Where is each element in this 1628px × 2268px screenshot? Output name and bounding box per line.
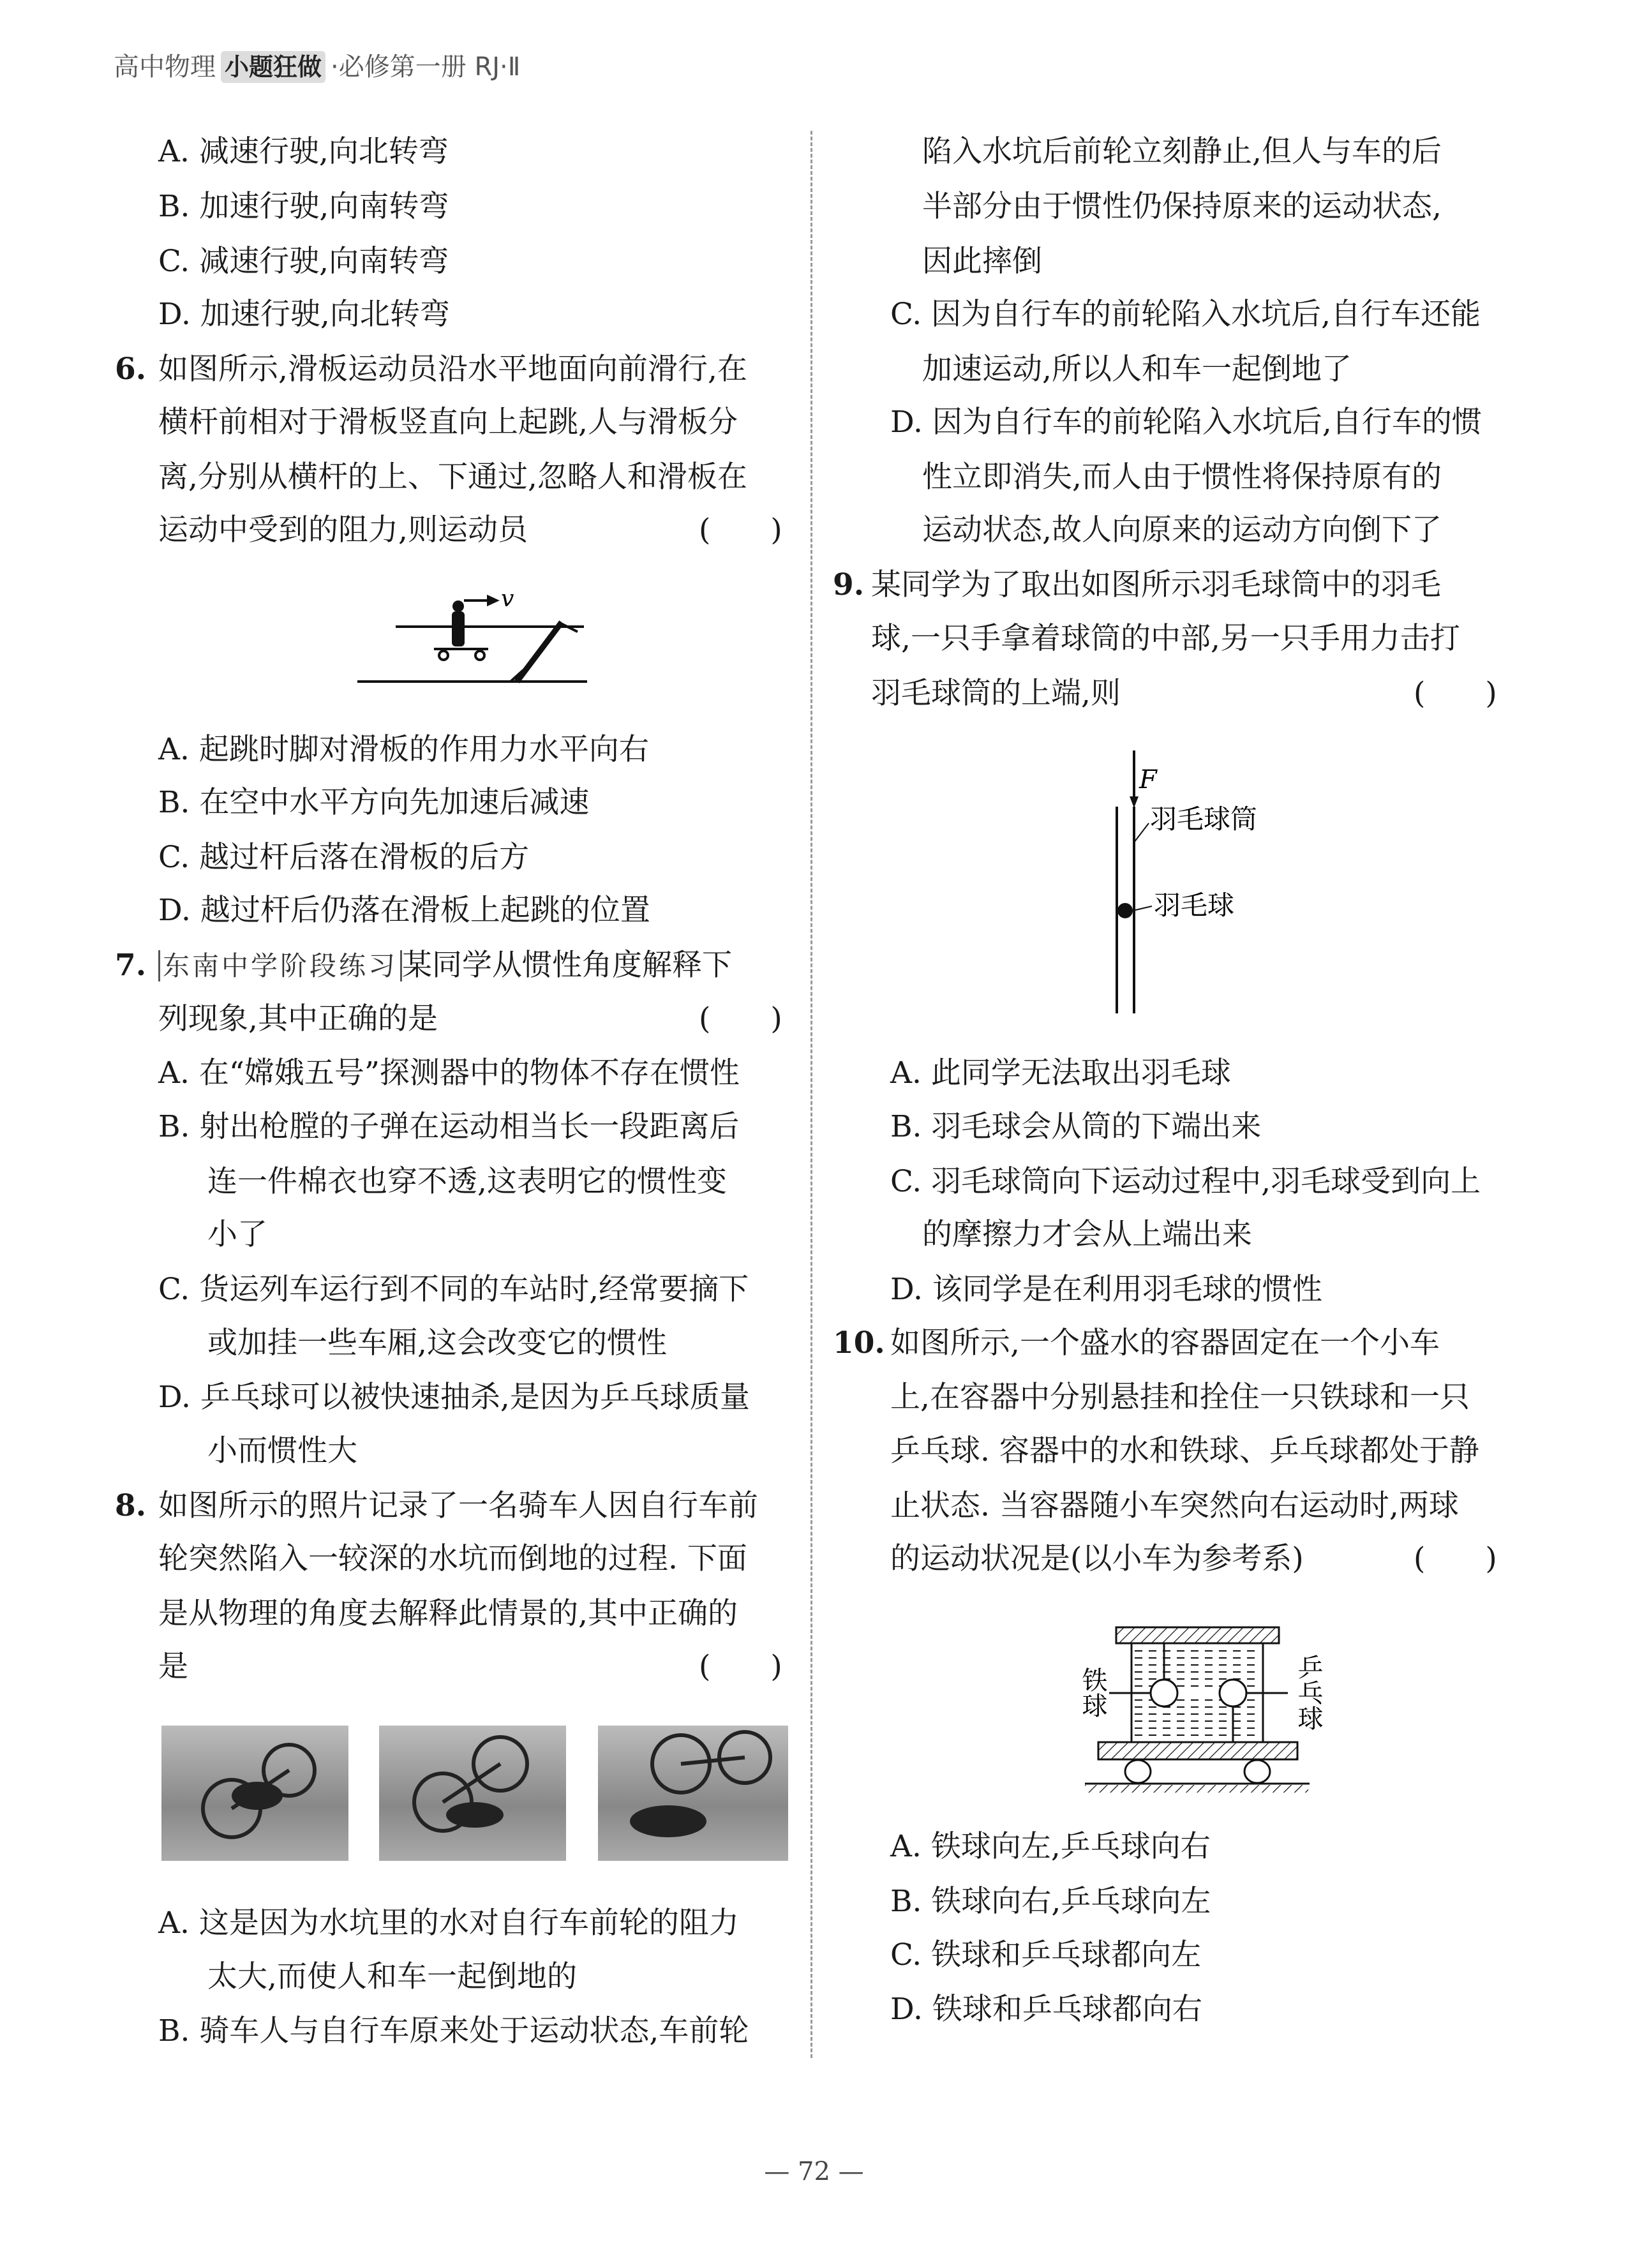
q8-option-b-cont: 陷入水坑后前轮立刻静止,但人与车的后	[922, 134, 1442, 169]
q5-option-b: B. 加速行驶,向南转弯	[158, 189, 449, 224]
q6-option-a: A. 起跳时脚对滑板的作用力水平向右	[158, 732, 649, 767]
q8-option-a: A. 这是因为水坑里的水对自行车前轮的阻力	[158, 1906, 739, 1941]
q7-stem-text: 某同学从惯性角度解释下	[402, 948, 733, 983]
q9-answer-bracket: ( )	[1414, 676, 1497, 711]
q8-stem-line: 是从物理的角度去解释此情景的,其中正确的	[158, 1596, 738, 1631]
q10-option-c: C. 铁球和乒乓球都向左	[890, 1937, 1202, 1973]
q7-source-tag: 东南中学阶段练习	[158, 950, 402, 981]
q9-option-a: A. 此同学无法取出羽毛球	[890, 1056, 1231, 1091]
cyclist-photo-3	[598, 1726, 788, 1861]
q10-stem-line: 的运动状况是(以小车为参考系)	[890, 1541, 1304, 1576]
q8-stem-line: 如图所示的照片记录了一名骑车人因自行车前	[158, 1488, 758, 1523]
tube-label: 羽毛球筒	[1150, 803, 1258, 835]
q6-number: 6.	[115, 352, 147, 387]
q6-stem-line: 离,分别从横杆的上、下通过,忽略人和滑板在	[158, 459, 747, 495]
pingpong-ball-label: 乒乓球	[1294, 1654, 1323, 1731]
q10-stem-line: 上,在容器中分别悬挂和拴住一只铁球和一只	[890, 1380, 1470, 1415]
q7-option-c-cont: 或加挂一些车厢,这会改变它的惯性	[207, 1325, 667, 1361]
q7-stem-line	[158, 938, 732, 992]
shuttlecock-label: 羽毛球	[1154, 890, 1235, 921]
force-label: F	[1139, 765, 1157, 795]
q8-option-d: D. 因为自行车的前轮陷入水坑后,自行车的惯	[890, 405, 1482, 440]
q10-option-d: D. 铁球和乒乓球都向右	[890, 1992, 1202, 2027]
q9-option-d: D. 该同学是在利用羽毛球的惯性	[890, 1272, 1322, 1307]
q6-stem-line: 横杆前相对于滑板竖直向上起跳,人与滑板分	[158, 405, 738, 440]
q10-stem-line: 乒乓球. 容器中的水和铁球、乒乓球都处于静	[890, 1433, 1479, 1468]
q7-option-b-cont: 连一件棉衣也穿不透,这表明它的惯性变	[207, 1164, 727, 1199]
cyclist-photo-1	[161, 1726, 348, 1861]
header-subject: 高中物理	[114, 52, 216, 82]
q6-stem-line: 如图所示,滑板运动员沿水平地面向前滑行,在	[158, 352, 747, 387]
q8-option-c-cont: 加速运动,所以人和车一起倒地了	[922, 352, 1352, 387]
q8-option-d-cont: 性立即消失,而人由于惯性将保持原有的	[922, 459, 1442, 495]
page-number: — 72 —	[764, 2157, 864, 2186]
q8-number: 8.	[115, 1488, 147, 1523]
column-divider	[810, 131, 812, 2058]
q9-number: 9.	[833, 567, 865, 602]
q9-stem-line: 某同学为了取出如图所示羽毛球筒中的羽毛	[871, 567, 1441, 602]
q7-option-d-cont: 小而惯性大	[207, 1433, 357, 1468]
q8-stem-line: 是	[158, 1649, 188, 1684]
q10-stem-line: 如图所示,一个盛水的容器固定在一个小车	[890, 1325, 1440, 1361]
q7-option-b: B. 射出枪膛的子弹在运动相当长一段距离后	[158, 1109, 740, 1144]
page-header	[114, 51, 520, 83]
q9-option-b: B. 羽毛球会从筒的下端出来	[890, 1109, 1262, 1144]
q7-option-a: A. 在“嫦娥五号”探测器中的物体不存在惯性	[158, 1056, 740, 1091]
q7-number: 7.	[115, 948, 147, 983]
q6-stem-line: 运动中受到的阻力,则运动员	[158, 512, 528, 548]
q8-option-b: B. 骑车人与自行车原来处于运动状态,车前轮	[158, 2013, 749, 2048]
cyclist-photo-2	[379, 1726, 566, 1861]
q8-option-c: C. 因为自行车的前轮陷入水坑后,自行车还能	[890, 297, 1481, 332]
q8-option-b-cont: 因此摔倒	[922, 244, 1042, 279]
q10-answer-bracket: ( )	[1414, 1541, 1497, 1576]
q10-number: 10.	[833, 1325, 885, 1361]
q7-stem-line: 列现象,其中正确的是	[158, 1001, 438, 1036]
q7-option-b-cont: 小了	[207, 1217, 267, 1252]
series-logo: 小题狂做	[221, 51, 325, 83]
q8-option-a-cont: 太大,而使人和车一起倒地的	[207, 1959, 577, 1994]
q8-answer-bracket: ( )	[699, 1649, 782, 1684]
q6-option-c: C. 越过杆后落在滑板的后方	[158, 840, 530, 875]
q8-option-d-cont: 运动状态,故人向原来的运动方向倒下了	[922, 512, 1442, 548]
q9-option-c-cont: 的摩擦力才会从上端出来	[922, 1217, 1252, 1252]
q5-option-d: D. 加速行驶,向北转弯	[158, 297, 450, 332]
q10-option-b: B. 铁球向右,乒乓球向左	[890, 1884, 1211, 1919]
q7-option-d: D. 乒乓球可以被快速抽杀,是因为乒乓球质量	[158, 1380, 750, 1415]
q6-option-b: B. 在空中水平方向先加速后减速	[158, 785, 590, 820]
q9-stem-line: 球,一只手拿着球筒的中部,另一只手用力击打	[871, 621, 1460, 656]
q6-option-d: D. 越过杆后仍落在滑板上起跳的位置	[158, 893, 650, 928]
q10-stem-line: 止状态. 当容器随小车突然向右运动时,两球	[890, 1488, 1459, 1523]
q9-option-c: C. 羽毛球筒向下运动过程中,羽毛球受到向上	[890, 1164, 1481, 1199]
q5-option-c: C. 减速行驶,向南转弯	[158, 244, 449, 279]
iron-ball-label: 铁球	[1078, 1667, 1107, 1718]
header-book: ·必修第一册 RJ·Ⅱ	[331, 52, 521, 82]
q8-option-b-cont: 半部分由于惯性仍保持原来的运动状态,	[922, 189, 1442, 224]
q6-answer-bracket: ( )	[699, 512, 782, 548]
q10-option-a: A. 铁球向左,乒乓球向右	[890, 1829, 1211, 1864]
velocity-label: v	[501, 586, 514, 612]
q8-stem-line: 轮突然陷入一较深的水坑而倒地的过程. 下面	[158, 1541, 747, 1576]
q7-answer-bracket: ( )	[699, 1001, 782, 1036]
q5-option-a: A. 减速行驶,向北转弯	[158, 134, 449, 169]
q7-option-c: C. 货运列车运行到不同的车站时,经常要摘下	[158, 1272, 749, 1307]
q9-stem-line: 羽毛球筒的上端,则	[871, 676, 1121, 711]
